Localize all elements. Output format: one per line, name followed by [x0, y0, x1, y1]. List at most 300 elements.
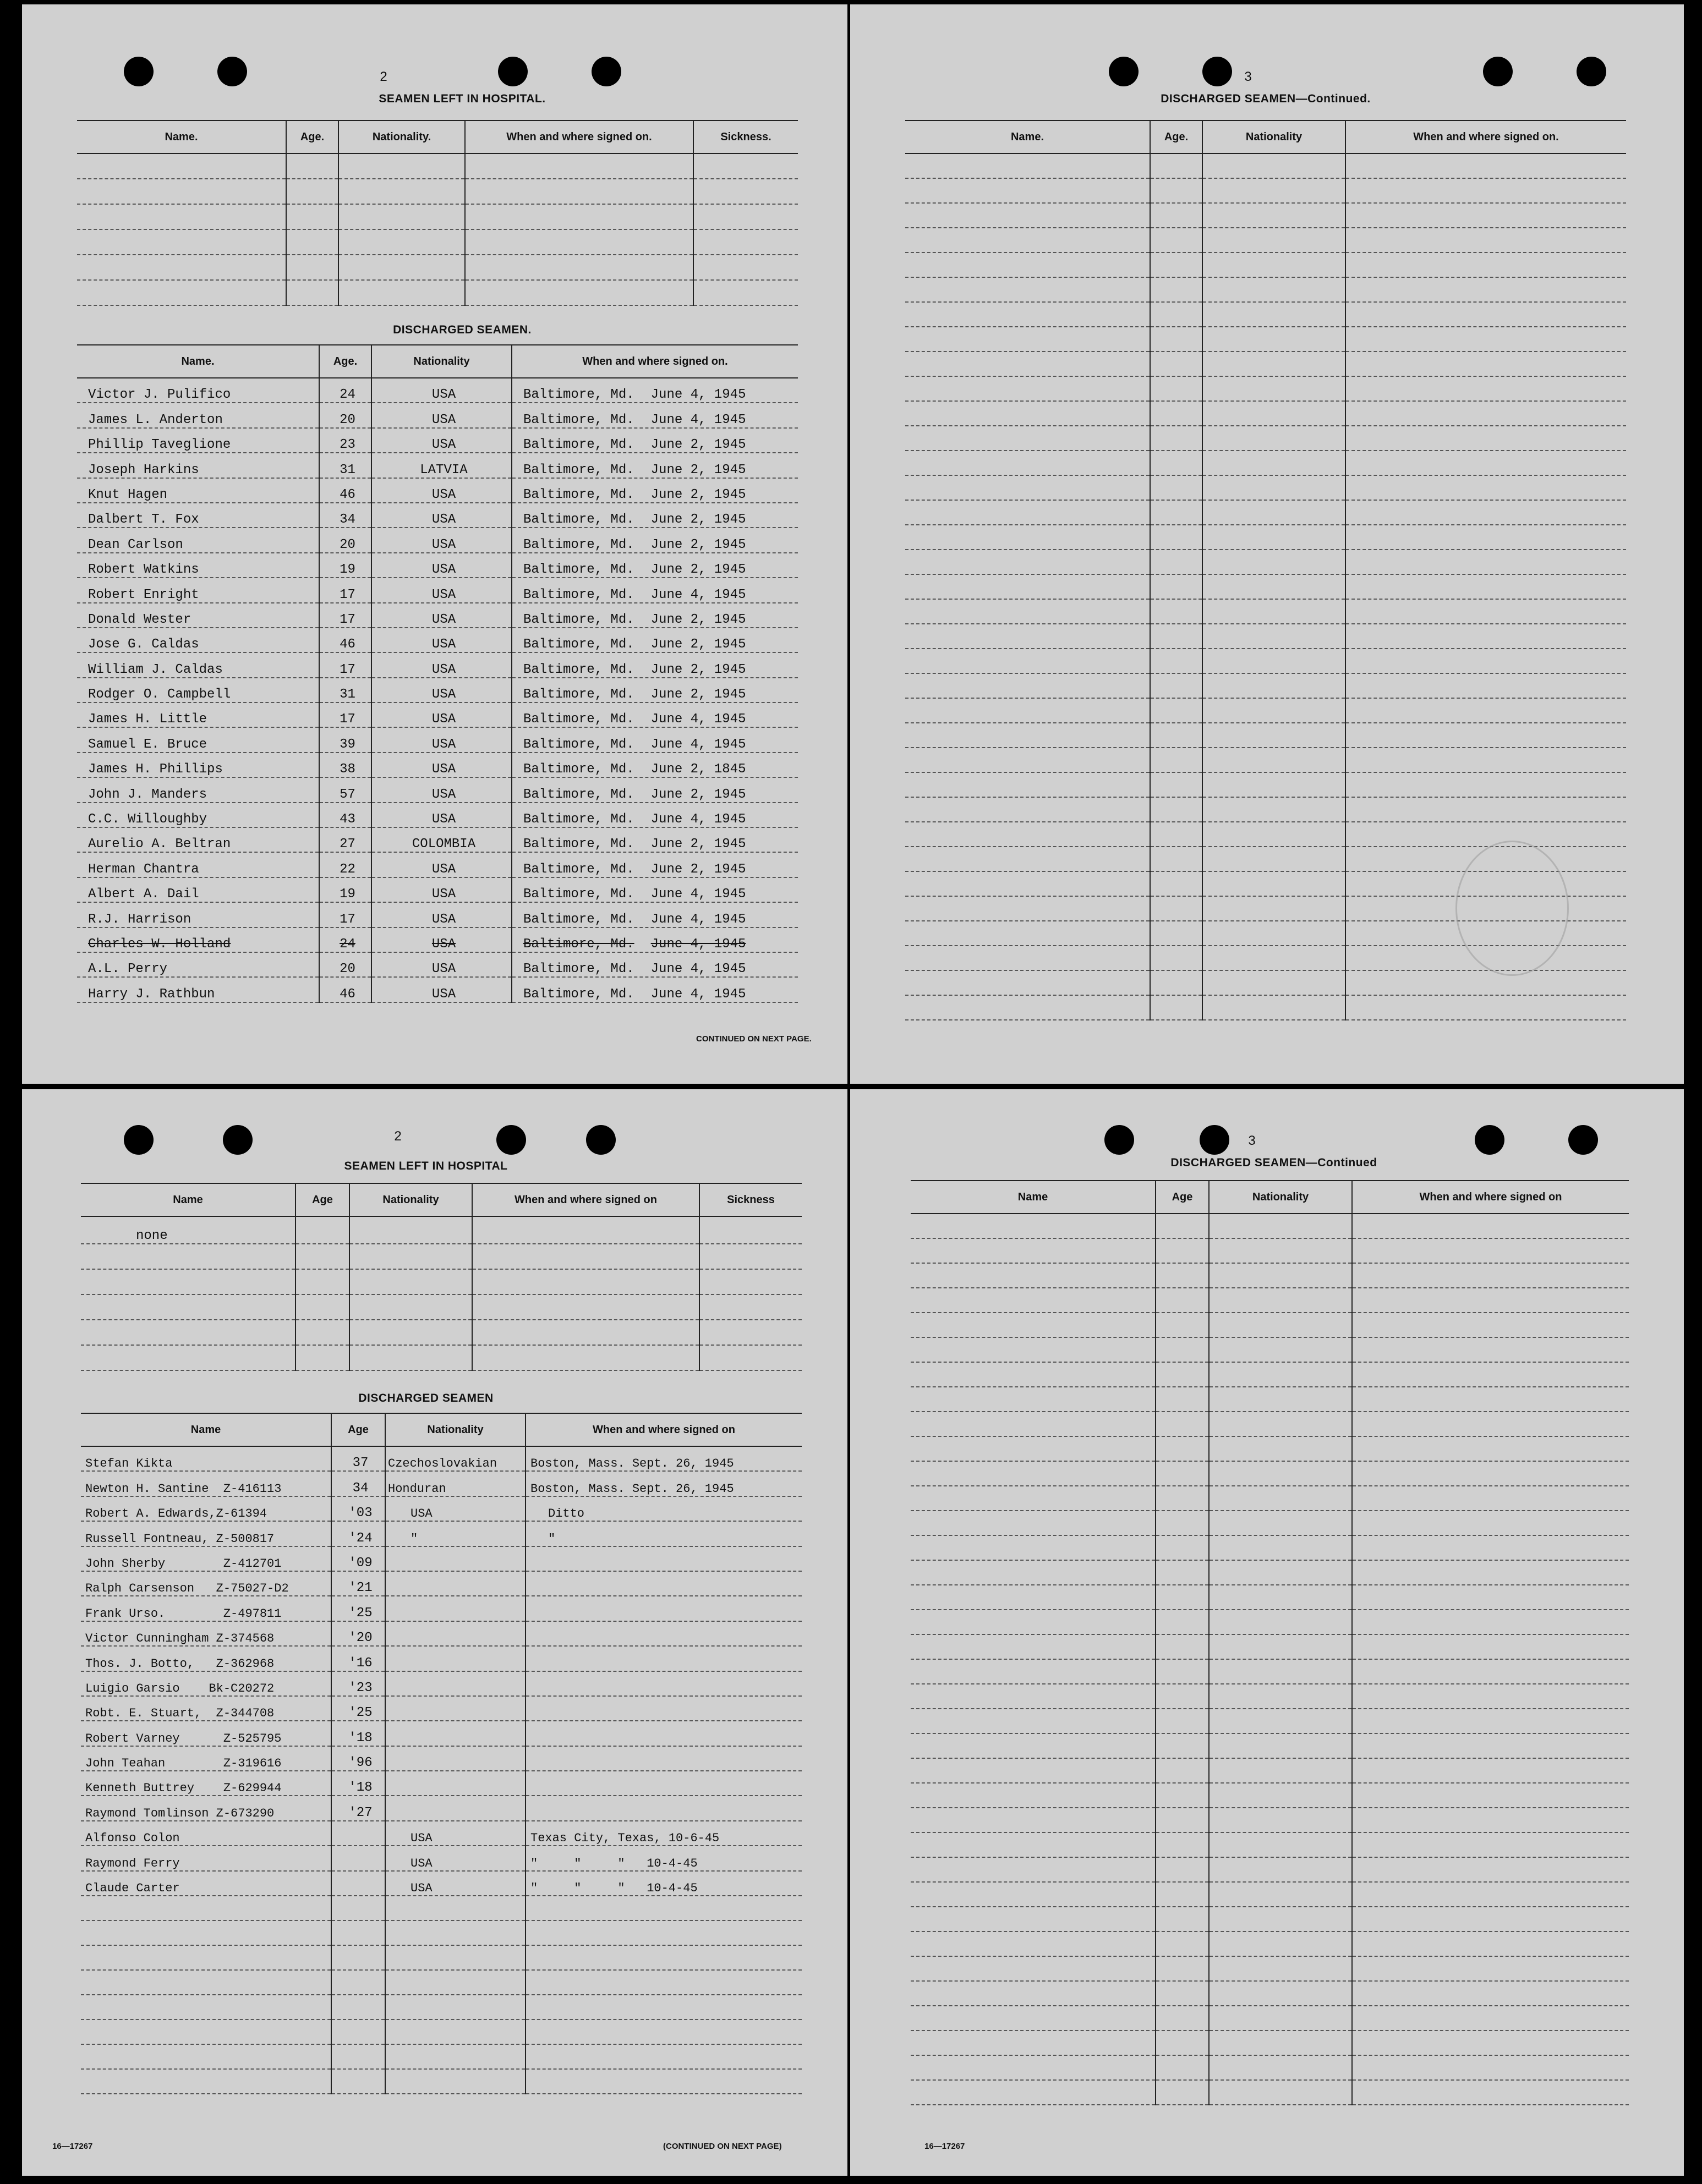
form-number: 16—17267	[52, 2142, 93, 2151]
seaman-age: '27	[331, 1796, 385, 1820]
seaman-nationality: USA	[371, 528, 512, 552]
seaman-signed-on	[512, 753, 798, 777]
table-row	[77, 753, 798, 777]
seaman-name: Raymond Tomlinson Z-673290	[81, 1796, 331, 1820]
seaman-name: William J. Caldas	[77, 652, 319, 677]
seaman-age: 46	[319, 478, 371, 503]
table-row	[81, 1721, 802, 1746]
col-age: Age	[1156, 1181, 1209, 1214]
empty-row	[911, 1535, 1629, 1560]
seaman-name: John Sherby Z-412701	[81, 1546, 331, 1571]
table-row	[77, 877, 798, 902]
signed-date: June 4, 1945	[650, 812, 746, 827]
table-row	[77, 578, 798, 602]
table-row	[81, 1846, 802, 1870]
col-name: Name.	[77, 345, 319, 378]
empty-rows	[911, 1214, 1629, 2105]
seaman-age: '09	[331, 1546, 385, 1571]
col-nationality: Nationality	[1202, 120, 1345, 153]
seaman-name: Robert Enright	[77, 578, 319, 602]
empty-row	[911, 1610, 1629, 1634]
empty-row	[905, 376, 1626, 401]
seaman-age: 24	[319, 378, 371, 403]
page-number: 3	[1244, 69, 1252, 84]
seaman-nationality: USA	[371, 753, 512, 777]
empty-row	[911, 2080, 1629, 2105]
seaman-signed-on: Ditto	[526, 1496, 802, 1521]
col-sickness: Sickness	[699, 1183, 802, 1216]
seaman-name: Thos. J. Botto, Z-362968	[81, 1646, 331, 1671]
hospital-title: SEAMEN LEFT IN HOSPITAL.	[379, 92, 546, 105]
signed-place: Baltimore, Md.	[523, 936, 634, 952]
seaman-name: Albert A. Dail	[77, 877, 319, 902]
seaman-age: 39	[319, 727, 371, 752]
empty-row	[905, 153, 1626, 178]
table-row	[77, 503, 798, 528]
seaman-age: 43	[319, 803, 371, 827]
table-row	[81, 1521, 802, 1546]
empty-row	[911, 1808, 1629, 1832]
page-number: 2	[380, 69, 387, 84]
empty-row	[905, 277, 1626, 302]
signed-place: Baltimore, Md.	[523, 712, 634, 727]
table-row	[77, 403, 798, 427]
seaman-signed-on	[512, 652, 798, 677]
seaman-age: 17	[319, 578, 371, 602]
seaman-signed-on: Boston, Mass. Sept. 26, 1945	[526, 1471, 802, 1496]
table-row	[77, 628, 798, 652]
col-nationality: Nationality	[385, 1413, 526, 1446]
punch-hole	[124, 57, 154, 86]
table-row	[81, 1771, 802, 1796]
seaman-age: 24	[319, 928, 371, 952]
empty-row	[911, 2031, 1629, 2055]
seaman-name: Harry J. Rathbun	[77, 977, 319, 1002]
signed-date: June 2, 1945	[650, 512, 746, 528]
signed-place: Baltimore, Md.	[523, 487, 634, 502]
table-row	[77, 703, 798, 727]
empty-row	[81, 2020, 802, 2044]
empty-row	[911, 1560, 1629, 1585]
seaman-name: Phillip Taveglione	[77, 428, 319, 453]
seaman-age: '25	[331, 1596, 385, 1621]
empty-row	[905, 550, 1626, 574]
empty-row	[905, 797, 1626, 822]
empty-row	[911, 1659, 1629, 1684]
table-row	[77, 827, 798, 852]
col-signed-on: When and where signed on	[472, 1183, 699, 1216]
signed-date: June 2, 1945	[650, 637, 746, 652]
punch-hole	[498, 57, 528, 86]
seaman-signed-on	[512, 852, 798, 877]
hospital-entry: none	[81, 1216, 295, 1244]
empty-rows	[81, 1896, 802, 2094]
seaman-age: '18	[331, 1721, 385, 1746]
seaman-nationality: LATVIA	[371, 453, 512, 478]
empty-row	[81, 2044, 802, 2069]
col-signed-on: When and where signed on	[1352, 1181, 1629, 1214]
seaman-signed-on	[512, 827, 798, 852]
seaman-nationality: "	[385, 1521, 526, 1546]
table-row	[81, 1446, 802, 1471]
signed-date: June 2, 1945	[650, 662, 746, 677]
empty-row	[905, 178, 1626, 203]
seaman-age: 38	[319, 753, 371, 777]
seaman-signed-on	[512, 578, 798, 602]
seaman-name: Ralph Carsenson Z-75027-D2	[81, 1571, 331, 1596]
seaman-name: Dalbert T. Fox	[77, 503, 319, 528]
signed-date: June 4, 1945	[650, 737, 746, 752]
seaman-age: 19	[319, 553, 371, 578]
empty-row	[911, 1857, 1629, 1882]
seaman-age: '16	[331, 1646, 385, 1671]
col-age: Age	[331, 1413, 385, 1446]
empty-row	[911, 1882, 1629, 1907]
signed-date: June 2, 1945	[650, 437, 746, 453]
empty-row	[77, 153, 798, 179]
discharged-title: DISCHARGED SEAMEN.	[393, 323, 532, 336]
seaman-signed-on	[526, 1696, 802, 1721]
empty-row	[911, 1931, 1629, 1956]
seaman-age: 27	[319, 827, 371, 852]
top-left-page	[22, 4, 847, 1084]
punch-hole	[1475, 1125, 1504, 1155]
signed-place: Baltimore, Md.	[523, 737, 634, 752]
seaman-nationality: USA	[371, 952, 512, 977]
seaman-nationality: USA	[371, 428, 512, 453]
empty-row	[905, 451, 1626, 475]
seaman-signed-on	[512, 603, 798, 628]
table-row	[77, 453, 798, 478]
empty-row	[911, 1412, 1629, 1436]
empty-row	[905, 228, 1626, 253]
signed-place: Baltimore, Md.	[523, 861, 634, 877]
punch-hole	[124, 1125, 154, 1155]
seaman-signed-on	[512, 902, 798, 927]
seaman-nationality: USA	[371, 727, 512, 752]
signed-place: Baltimore, Md.	[523, 962, 634, 977]
seaman-signed-on	[526, 1621, 802, 1646]
col-name: Name.	[905, 120, 1150, 153]
col-age: Age.	[319, 345, 371, 378]
empty-row	[81, 1920, 802, 1945]
signed-place: Baltimore, Md.	[523, 986, 634, 1002]
hospital-table	[81, 1183, 802, 1371]
empty-row	[81, 1896, 802, 1920]
ink-stamp	[1455, 841, 1569, 976]
seaman-name: Jose G. Caldas	[77, 628, 319, 652]
signed-date: June 4, 1945	[650, 712, 746, 727]
seaman-nationality: USA	[371, 578, 512, 602]
page-number: 2	[394, 1129, 402, 1144]
signed-place: Baltimore, Md.	[523, 837, 634, 852]
seaman-name: Dean Carlson	[77, 528, 319, 552]
seaman-name: C.C. Willoughby	[77, 803, 319, 827]
empty-row	[77, 204, 798, 229]
seaman-signed-on	[512, 628, 798, 652]
seaman-signed-on	[512, 378, 798, 403]
table-row	[77, 652, 798, 677]
table-row	[77, 428, 798, 453]
table-row	[77, 803, 798, 827]
empty-row	[81, 1970, 802, 1995]
signed-place: Baltimore, Md.	[523, 412, 634, 427]
seaman-name: Kenneth Buttrey Z-629944	[81, 1771, 331, 1796]
empty-row	[911, 1461, 1629, 1486]
table-row	[81, 1496, 802, 1521]
punch-hole	[496, 1125, 526, 1155]
empty-row	[77, 255, 798, 280]
seaman-age: 37	[331, 1446, 385, 1471]
signed-place: Baltimore, Md.	[523, 887, 634, 902]
seaman-nationality: USA	[371, 603, 512, 628]
table-row	[81, 1596, 802, 1621]
seaman-nationality	[385, 1646, 526, 1671]
seaman-age: '25	[331, 1696, 385, 1721]
seaman-signed-on	[512, 553, 798, 578]
table-row	[81, 1671, 802, 1696]
hospital-title: SEAMEN LEFT IN HOSPITAL	[344, 1160, 508, 1172]
seaman-nationality: USA	[371, 478, 512, 503]
seaman-name: A.L. Perry	[77, 952, 319, 977]
discharged-table	[77, 344, 798, 1003]
table-row	[77, 852, 798, 877]
seaman-signed-on	[526, 1796, 802, 1820]
seaman-nationality: USA	[385, 1496, 526, 1521]
empty-row	[81, 1244, 802, 1269]
empty-row	[81, 1345, 802, 1370]
col-signed-on: When and where signed on.	[512, 345, 798, 378]
signed-date: June 4, 1945	[650, 912, 746, 927]
seaman-signed-on	[512, 727, 798, 752]
empty-row	[911, 2055, 1629, 2080]
seaman-nationality: USA	[385, 1846, 526, 1870]
table-row	[77, 928, 798, 952]
continued-note: CONTINUED ON NEXT PAGE.	[696, 1034, 812, 1044]
col-nationality: Nationality.	[338, 120, 465, 153]
signed-date: June 2, 1945	[650, 837, 746, 852]
signed-date: June 4, 1945	[650, 587, 746, 602]
seaman-signed-on: " " " 10-4-45	[526, 1846, 802, 1870]
seaman-name: Frank Urso. Z-497811	[81, 1596, 331, 1621]
seaman-name: Raymond Ferry	[81, 1846, 331, 1870]
seaman-nationality: Czechoslovakian	[385, 1446, 526, 1471]
seaman-nationality: USA	[371, 803, 512, 827]
seaman-name: Donald Wester	[77, 603, 319, 628]
empty-row	[905, 525, 1626, 550]
seaman-signed-on	[526, 1721, 802, 1746]
signed-place: Baltimore, Md.	[523, 687, 634, 703]
seaman-age: 20	[319, 952, 371, 977]
seaman-signed-on	[512, 977, 798, 1002]
seaman-nationality: USA	[371, 378, 512, 403]
discharged-continued-table	[911, 1180, 1629, 2105]
seaman-signed-on	[526, 1646, 802, 1671]
seaman-age: '18	[331, 1771, 385, 1796]
seaman-signed-on	[526, 1746, 802, 1771]
punch-hole	[1104, 1125, 1134, 1155]
seaman-signed-on	[512, 503, 798, 528]
seaman-signed-on	[512, 528, 798, 552]
empty-row	[905, 772, 1626, 797]
seaman-name: John Teahan Z-319616	[81, 1746, 331, 1771]
col-age: Age	[295, 1183, 349, 1216]
signed-place: Baltimore, Md.	[523, 437, 634, 453]
seaman-age: '21	[331, 1571, 385, 1596]
col-name: Name	[81, 1413, 331, 1446]
empty-row	[905, 500, 1626, 525]
seaman-signed-on	[512, 403, 798, 427]
signed-date: June 4, 1945	[650, 986, 746, 1002]
seaman-name: John J. Manders	[77, 777, 319, 802]
signed-place: Baltimore, Md.	[523, 512, 634, 528]
seaman-nationality: USA	[371, 678, 512, 703]
signed-place: Baltimore, Md.	[523, 662, 634, 677]
seaman-age: 57	[319, 777, 371, 802]
seaman-age: 19	[319, 877, 371, 902]
seaman-nationality	[385, 1746, 526, 1771]
seaman-nationality	[385, 1696, 526, 1721]
empty-row	[911, 1288, 1629, 1313]
seaman-signed-on	[526, 1671, 802, 1696]
empty-row	[911, 1313, 1629, 1337]
signed-date: June 2, 1945	[650, 787, 746, 802]
col-nationality: Nationality	[371, 345, 512, 378]
seaman-age: '20	[331, 1621, 385, 1646]
seaman-age: '23	[331, 1671, 385, 1696]
empty-row	[81, 1320, 802, 1345]
discharged-table	[81, 1413, 802, 2094]
hospital-table	[77, 120, 798, 306]
col-nationality: Nationality	[1209, 1181, 1352, 1214]
seaman-age: '03	[331, 1496, 385, 1521]
punch-hole	[217, 57, 247, 86]
empty-row	[905, 624, 1626, 649]
punch-hole	[223, 1125, 253, 1155]
page-number: 3	[1248, 1133, 1256, 1148]
hospital-rows	[77, 153, 798, 305]
col-signed-on: When and where signed on.	[1345, 120, 1626, 153]
signed-place: Baltimore, Md.	[523, 637, 634, 652]
empty-row	[81, 2069, 802, 2094]
seaman-nationality	[385, 1596, 526, 1621]
empty-row	[77, 179, 798, 204]
table-row	[77, 528, 798, 552]
empty-row	[911, 1436, 1629, 1461]
seaman-name: James L. Anderton	[77, 403, 319, 427]
seaman-age	[331, 1871, 385, 1896]
seaman-age: 20	[319, 528, 371, 552]
seaman-name: Robt. E. Stuart, Z-344708	[81, 1696, 331, 1721]
punch-hole	[586, 1125, 616, 1155]
seaman-nationality	[385, 1621, 526, 1646]
empty-row	[911, 1486, 1629, 1511]
empty-row	[81, 1294, 802, 1320]
seaman-age: 17	[319, 902, 371, 927]
seaman-name: Joseph Harkins	[77, 453, 319, 478]
table-row	[77, 727, 798, 752]
discharged-title: DISCHARGED SEAMEN	[358, 1392, 494, 1404]
discharged-rows	[81, 1446, 802, 1896]
empty-row	[905, 352, 1626, 376]
empty-row	[911, 1907, 1629, 1931]
seaman-signed-on: Boston, Mass. Sept. 26, 1945	[526, 1446, 802, 1471]
col-nationality: Nationality	[349, 1183, 472, 1216]
seaman-age: 17	[319, 603, 371, 628]
seaman-name: Claude Carter	[81, 1871, 331, 1896]
col-name: Name	[81, 1183, 295, 1216]
empty-row	[905, 673, 1626, 698]
empty-row	[905, 203, 1626, 228]
seaman-nationality: USA	[371, 777, 512, 802]
seaman-nationality	[385, 1796, 526, 1820]
seaman-signed-on	[512, 952, 798, 977]
seaman-signed-on	[526, 1546, 802, 1571]
signed-place: Baltimore, Md.	[523, 537, 634, 552]
signed-place: Baltimore, Md.	[523, 762, 634, 777]
punch-hole	[1577, 57, 1606, 86]
seaman-signed-on	[512, 428, 798, 453]
col-signed-on: When and where signed on.	[465, 120, 693, 153]
seaman-name: R.J. Harrison	[77, 902, 319, 927]
signed-date: June 2, 1945	[650, 562, 746, 578]
seaman-signed-on	[526, 1771, 802, 1796]
empty-row	[905, 574, 1626, 599]
table-row	[77, 977, 798, 1002]
signed-place: Baltimore, Md.	[523, 912, 634, 927]
seaman-signed-on	[512, 453, 798, 478]
table-row	[81, 1871, 802, 1896]
hospital-rows	[81, 1244, 802, 1370]
seaman-nationality	[385, 1546, 526, 1571]
punch-hole	[1109, 57, 1139, 86]
seaman-nationality	[385, 1771, 526, 1796]
empty-row	[911, 1387, 1629, 1412]
empty-row	[905, 698, 1626, 723]
empty-row	[905, 426, 1626, 451]
table-row	[81, 1646, 802, 1671]
seaman-signed-on	[512, 777, 798, 802]
table-row	[77, 553, 798, 578]
seaman-age: 31	[319, 453, 371, 478]
seaman-age: 23	[319, 428, 371, 453]
seaman-name: James H. Phillips	[77, 753, 319, 777]
empty-row	[911, 1981, 1629, 2006]
table-row	[77, 952, 798, 977]
seaman-nationality: USA	[371, 652, 512, 677]
seaman-signed-on	[526, 1571, 802, 1596]
col-sickness: Sickness.	[693, 120, 798, 153]
seaman-signed-on	[512, 678, 798, 703]
empty-row	[911, 1783, 1629, 1808]
table-row	[81, 1471, 802, 1496]
seaman-signed-on: "	[526, 1521, 802, 1546]
table-row	[77, 478, 798, 503]
table-row	[81, 1571, 802, 1596]
empty-row	[911, 1832, 1629, 1857]
empty-row	[911, 1263, 1629, 1288]
table-row	[81, 1696, 802, 1721]
empty-row	[911, 1758, 1629, 1783]
seaman-nationality: USA	[371, 503, 512, 528]
table-row	[81, 1621, 802, 1646]
continued-note: (CONTINUED ON NEXT PAGE)	[663, 2142, 782, 2151]
seaman-age: 46	[319, 977, 371, 1002]
signed-place: Baltimore, Md.	[523, 612, 634, 627]
col-signed-on: When and where signed on	[526, 1413, 802, 1446]
top-right-page	[850, 4, 1684, 1084]
empty-row	[911, 1214, 1629, 1238]
